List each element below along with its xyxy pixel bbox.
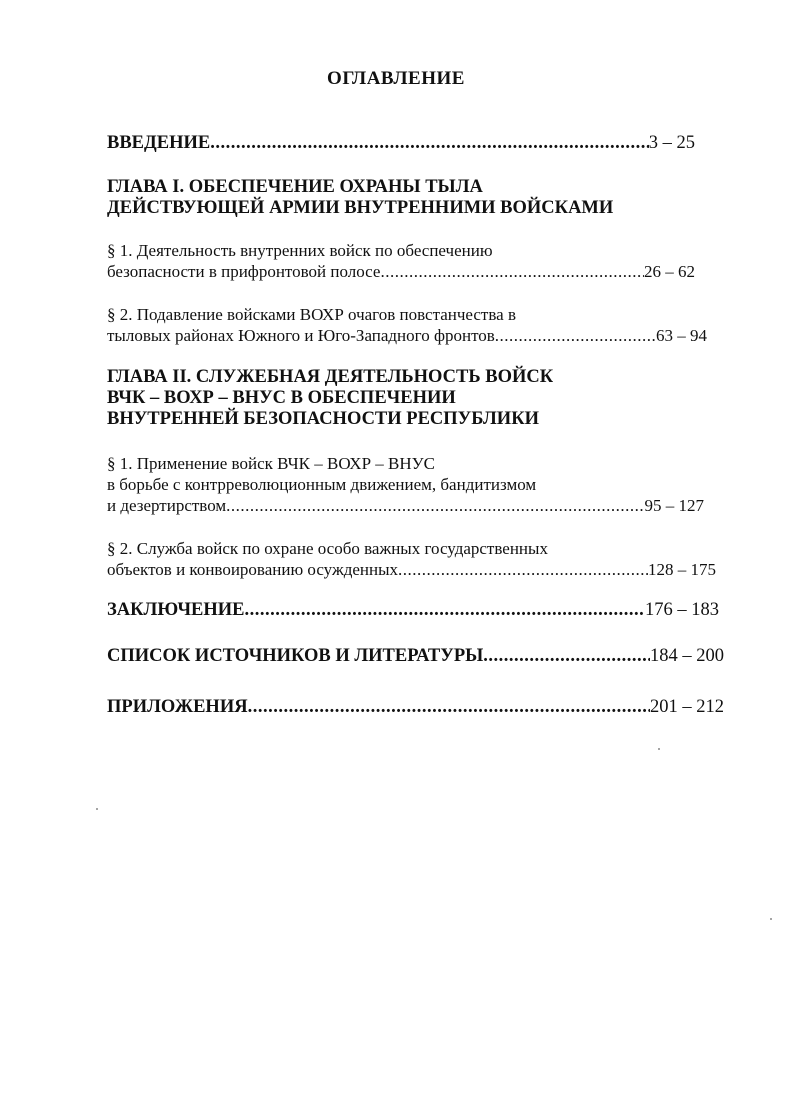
dot-leader — [380, 261, 644, 282]
dot-leader — [210, 133, 649, 154]
toc-entry-intro — [107, 133, 695, 154]
toc-entry-pages: 176 – 183 — [645, 600, 719, 620]
toc-entry-sources — [107, 646, 724, 667]
dot-leader — [483, 646, 650, 667]
toc-entry-conclusion — [107, 600, 719, 621]
toc-entry-pages: 201 – 212 — [650, 697, 724, 717]
dot-leader — [398, 559, 648, 580]
toc-entry-pages: 63 – 94 — [656, 326, 707, 345]
scan-speck — [658, 748, 660, 750]
page-title: ОГЛАВЛЕНИЕ — [327, 68, 465, 89]
chapter1-heading — [107, 177, 613, 219]
toc-entry-label: ЗАКЛЮЧЕНИЕ — [107, 600, 245, 620]
toc-entry-text: тыловых районах Южного и Юго-Западного фронтов — [107, 326, 495, 345]
toc-entry-label: ВВЕДЕНИЕ — [107, 133, 211, 153]
toc-entry-text: безопасности в прифронтовой полосе — [107, 262, 381, 281]
toc-entry-text: § 1. Применение войск ВЧК – ВОХР – ВНУС — [107, 454, 436, 473]
chapter-heading-line: ВЧК – ВОХР – ВНУС В ОБЕСПЕЧЕНИИ — [107, 388, 456, 408]
toc-entry-pages: 128 – 175 — [648, 560, 716, 579]
toc-entry-label: ПРИЛОЖЕНИЯ — [107, 697, 248, 717]
toc-entry-text: § 2. Служба войск по охране особо важных государственных — [107, 539, 548, 558]
scan-speck — [770, 918, 772, 920]
toc-entry-ch2-s2 — [107, 538, 716, 580]
toc-entry-pages: 184 – 200 — [650, 646, 724, 666]
toc-entry-pages: 3 – 25 — [648, 133, 695, 153]
toc-entry-appendix — [107, 697, 724, 718]
dot-leader — [248, 697, 650, 718]
dot-leader — [245, 600, 646, 621]
dot-leader — [495, 325, 656, 346]
toc-entry-text: объектов и конвоированию осужденных — [107, 560, 399, 579]
toc-entry-text: и дезертирством — [107, 496, 227, 515]
toc-entry-pages: 95 – 127 — [644, 496, 704, 515]
chapter-heading-line: ВНУТРЕННЕЙ БЕЗОПАСНОСТИ РЕСПУБЛИКИ — [107, 409, 539, 429]
toc-entry-ch1-s2 — [107, 304, 707, 346]
chapter-heading-line: ДЕЙСТВУЮЩЕЙ АРМИИ ВНУТРЕННИМИ ВОЙСКАМИ — [107, 198, 614, 218]
chapter-heading-line: ГЛАВА I. ОБЕСПЕЧЕНИЕ ОХРАНЫ ТЫЛА — [107, 177, 483, 197]
toc-entry-text: в борьбе с контрреволюционным движением, бандитизмом — [107, 475, 537, 494]
toc-entry-pages: 26 – 62 — [644, 262, 695, 281]
scan-speck — [96, 808, 98, 810]
toc-entry-text: § 1. Деятельность внутренних войск по обеспечению — [107, 241, 493, 260]
toc-entry-label: СПИСОК ИСТОЧНИКОВ И ЛИТЕРАТУРЫ — [107, 646, 484, 666]
toc-entry-ch2-s1 — [107, 453, 704, 516]
chapter2-heading — [107, 367, 553, 430]
chapter-heading-line: ГЛАВА II. СЛУЖЕБНАЯ ДЕЯТЕЛЬНОСТЬ ВОЙСК — [107, 367, 554, 387]
toc-entry-text: § 2. Подавление войсками ВОХР очагов повстанчества в — [107, 305, 516, 324]
toc-entry-ch1-s1 — [107, 240, 695, 282]
dot-leader — [226, 495, 644, 516]
